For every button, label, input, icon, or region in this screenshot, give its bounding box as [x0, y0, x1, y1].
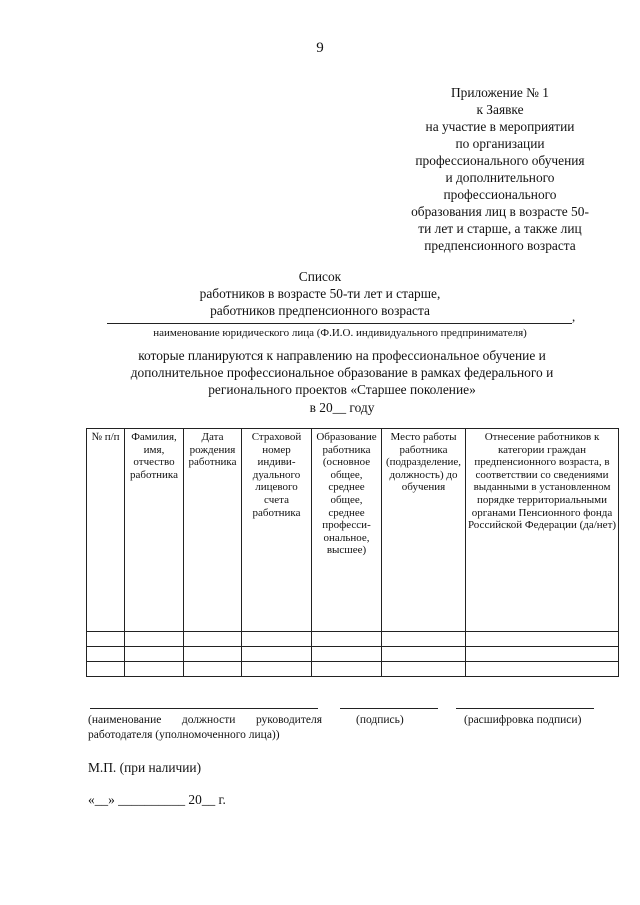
table-cell[interactable] — [242, 632, 312, 647]
table-cell[interactable] — [466, 632, 619, 647]
table-header-row — [87, 429, 619, 632]
table-cell[interactable] — [125, 632, 184, 647]
entity-name-line[interactable] — [107, 323, 572, 324]
decoding-line[interactable] — [456, 708, 594, 709]
table-row — [87, 662, 619, 677]
table-cell[interactable] — [242, 662, 312, 677]
appendix-header — [400, 84, 600, 254]
appendix-line: к Заявке — [476, 102, 524, 117]
table-cell[interactable] — [382, 632, 466, 647]
table-cell[interactable] — [87, 662, 125, 677]
position-caption: (наименование должности руководителя — [88, 714, 322, 726]
column-header-pre-pension-category: Отнесение работников к категории граждан предпенсионного возраста, в соответствии со сведениями выданными в установленном порядке территориальными органами Пенсионного фонда Российской Федерации (да/нет) — [466, 429, 619, 632]
table-cell[interactable] — [382, 662, 466, 677]
appendix-line: Приложение № 1 — [450, 85, 550, 100]
table-cell[interactable] — [242, 647, 312, 662]
appendix-line: на участие в мероприятии — [425, 119, 575, 134]
position-caption-continued: работодателя (уполномоченного лица)) — [88, 729, 280, 741]
position-line[interactable] — [90, 708, 318, 709]
signature-line[interactable] — [340, 708, 438, 709]
table-cell[interactable] — [125, 662, 184, 677]
entity-caption: наименование юридического лица (Ф.И.О. индивидуального предпринимателя) — [153, 327, 527, 339]
entity-comma: , — [572, 309, 576, 324]
appendix-line: профессионального — [443, 187, 557, 202]
table-cell[interactable] — [184, 647, 242, 662]
date-field[interactable]: «__» __________ 20__ г. — [88, 792, 226, 807]
table-cell[interactable] — [87, 632, 125, 647]
table-cell[interactable] — [312, 632, 382, 647]
list-title — [0, 268, 640, 319]
table-cell[interactable] — [184, 632, 242, 647]
decoding-caption: (расшифровка подписи) — [464, 714, 582, 726]
table-cell[interactable] — [184, 662, 242, 677]
table-cell[interactable] — [466, 662, 619, 677]
title-line: работников предпенсионного возраста — [210, 303, 430, 318]
column-header-full-name: Фамилия, имя, отчество работника — [125, 429, 184, 632]
intro-line: которые планируются к направлению на профессиональное обучение и — [138, 348, 546, 363]
stamp-place: М.П. (при наличии) — [88, 760, 202, 775]
table-cell[interactable] — [382, 647, 466, 662]
intro-text — [0, 347, 640, 398]
table-cell[interactable] — [466, 647, 619, 662]
appendix-line: по организации — [455, 136, 545, 151]
table-cell[interactable] — [312, 647, 382, 662]
column-header-workplace: Место работы работника (подразделение, должность) до обучения — [382, 429, 466, 632]
appendix-line: ти лет и старше, а также лиц — [418, 221, 582, 236]
title-line: работников в возрасте 50-ти лет и старше, — [199, 286, 441, 301]
title-line: Список — [298, 269, 342, 284]
page-number: 9 — [316, 40, 324, 56]
year-line: в 20__ году — [309, 400, 375, 415]
appendix-line: профессионального обучения — [415, 153, 585, 168]
table-cell[interactable] — [125, 647, 184, 662]
column-header-education: Образование работника (основное общее, среднее общее, среднее професси-ональное, высшее) — [312, 429, 382, 632]
workers-table — [86, 428, 619, 677]
table-cell[interactable] — [87, 647, 125, 662]
table-row — [87, 632, 619, 647]
column-header-birth-date: Дата рождения работника — [184, 429, 242, 632]
table-cell[interactable] — [312, 662, 382, 677]
signature-caption: (подпись) — [356, 714, 404, 726]
column-header-number: № п/п — [87, 429, 125, 632]
intro-line: дополнительное профессиональное образование в рамках федерального и — [130, 365, 554, 380]
appendix-line: предпенсионного возраста — [424, 238, 576, 253]
intro-line: регионального проектов «Старшее поколение» — [208, 382, 476, 397]
table-row — [87, 647, 619, 662]
column-header-insurance-number: Страховой номер индиви-дуального лицевого счета работника — [242, 429, 312, 632]
appendix-line: и дополнительного — [445, 170, 555, 185]
appendix-line: образования лиц в возрасте 50- — [411, 204, 589, 219]
